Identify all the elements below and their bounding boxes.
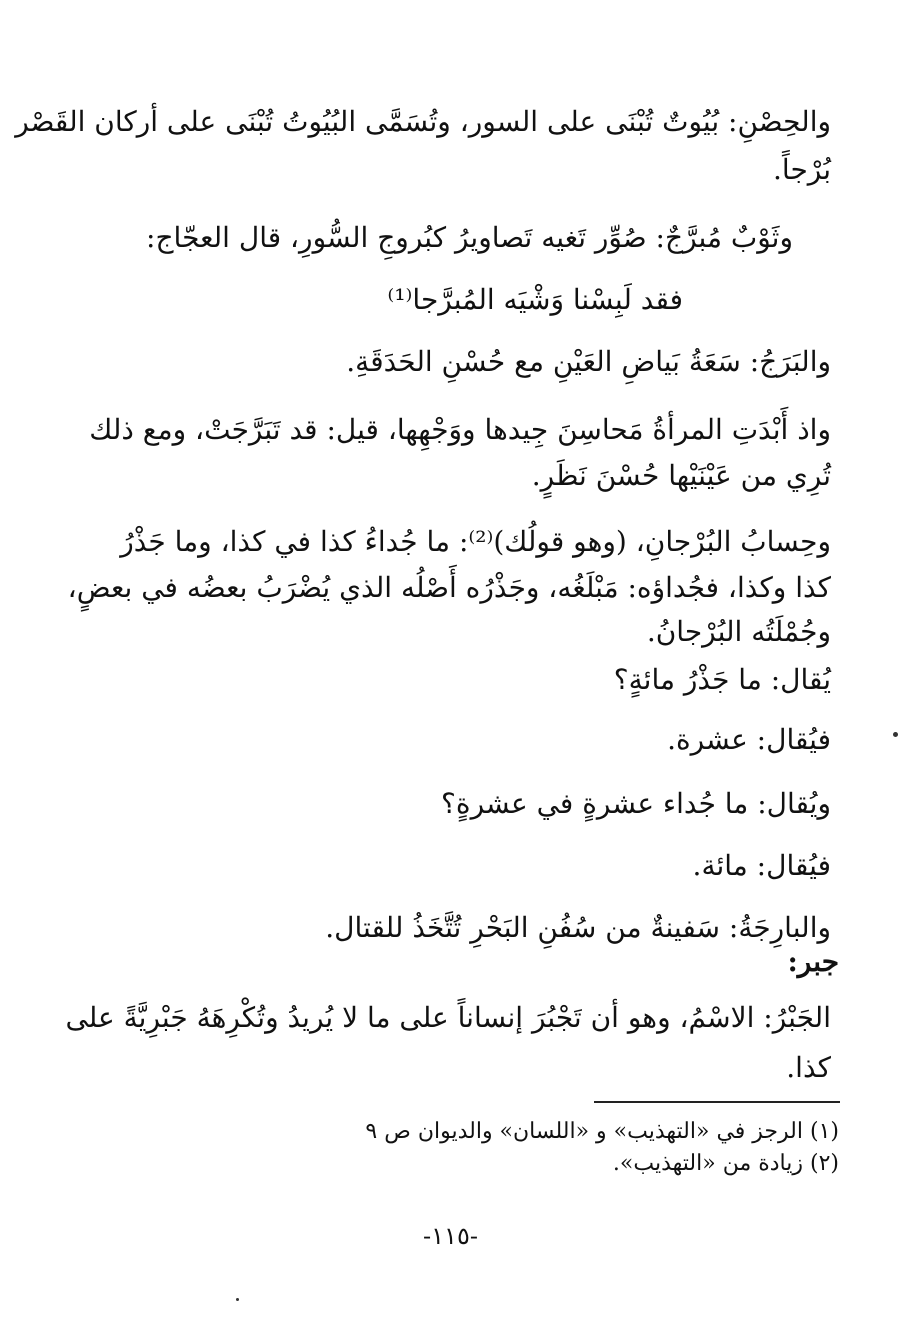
text-line-9: وجُمْلَتُه البُرْجانُ. xyxy=(646,615,831,648)
text-line-4: والبَرَجُ: سَعَةُ بَياضِ العَيْنِ مع حُسْنِ الحَدَقَةِ. xyxy=(346,345,831,378)
scan-speck xyxy=(893,732,898,737)
text-line-16: كذا. xyxy=(786,1051,831,1084)
text-line-7: وحِسابُ البُرْجانِ، (وهو قولُك)⁽²⁾: ما جُداءُ كذا في كذا، وما جَذْرُ xyxy=(120,525,831,558)
text-line-11: فيُقال: عشرة. xyxy=(667,723,831,756)
text-line-15: الجَبْرُ: الاسْمُ، وهو أن تَجْبُرَ إنساناً على ما لا يُريدُ وتُكْرِهَهُ جَبْرِيَّةً على xyxy=(65,1001,831,1034)
text-line-2: بُرْجاً. xyxy=(773,153,831,186)
page-number: -١١٥- xyxy=(423,1222,478,1250)
footnote-1: (١) الرجز في «التهذيب» و «اللسان» والديوان ص ٩ xyxy=(365,1119,839,1144)
text-line-12: ويُقال: ما جُداء عشرةٍ في عشرةٍ؟ xyxy=(441,787,831,820)
scan-speck xyxy=(236,1298,239,1301)
text-line-13: فيُقال: مائة. xyxy=(692,849,831,882)
verse-line: فقد لَبِسْنا وَشْيَه المُبرَّجا⁽¹⁾ xyxy=(387,283,683,316)
text-line-1: والحِصْنِ: بُيُوتٌ تُبْنَى على السور، وتُسَمَّى البُيُوتُ تُبْنَى على أركان القَصْر xyxy=(15,105,831,138)
text-line-8: كذا وكذا، فجُداؤه: مَبْلَغُه، وجَذْرُه أَصْلُه الذي يُضْرَبُ بعضُه في بعضٍ، xyxy=(67,571,831,604)
section-heading-jabr: جبر: xyxy=(787,945,839,978)
text-line-5: واذ أَبْدَتِ المرأةُ مَحاسِنَ جِيدها ووَجْهِها، قيل: قد تَبَرَّجَتْ، ومع ذلك xyxy=(89,413,831,446)
text-line-10: يُقال: ما جَذْرُ مائةٍ؟ xyxy=(613,663,831,696)
footnote-2: (٢) زيادة من «التهذيب». xyxy=(612,1151,839,1176)
text-line-3: وثَوْبٌ مُبرَّجٌ: صُوِّر تَغيه تَصاويرُ كبُروجِ السُّورِ، قال العجّاج: xyxy=(146,221,793,254)
text-line-14: والبارِجَةُ: سَفينةٌ من سُفُنِ البَحْرِ تُتَّخَذُ للقتال. xyxy=(325,911,831,944)
footnote-separator xyxy=(594,1101,840,1103)
text-line-6: تُرِي من عَيْنَيْها حُسْنَ نَظَرٍ. xyxy=(531,459,831,492)
